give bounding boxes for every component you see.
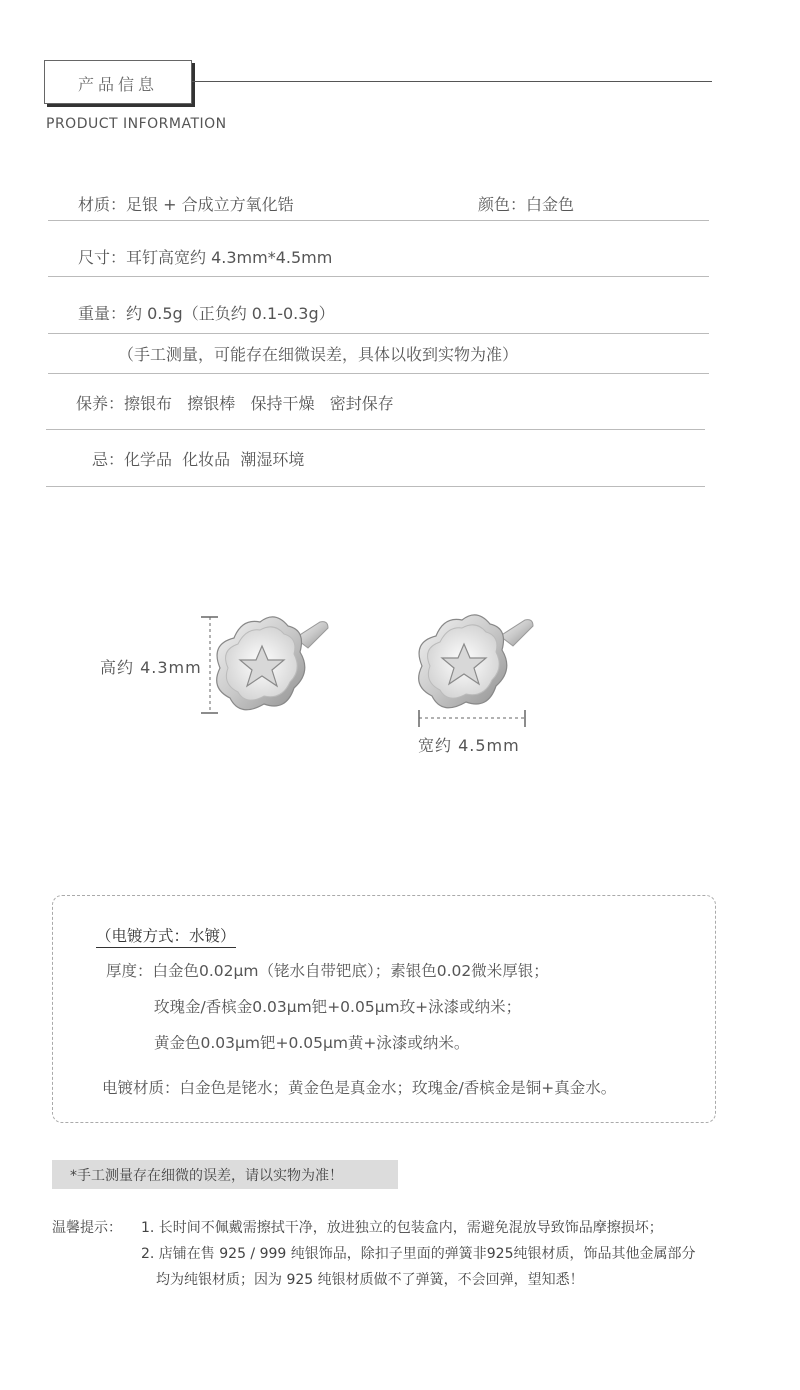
spec-material: 材质：足银 + 合成立方氧化锆 [78, 195, 294, 214]
spec-size: 尺寸：耳钉高宽约 4.3mm*4.5mm [78, 248, 333, 267]
spec-care: 保养：擦银布 擦银棒 保持干燥 密封保存 [76, 394, 394, 413]
disclaimer-text: *手工测量存在细微的误差，请以实物为准！ [70, 1168, 343, 1184]
plating-thickness-2: 玫瑰金/香槟金0.03μm钯+0.05μm玫+泳漆或纳米； [154, 998, 522, 1016]
tips-line-1: 1. 长时间不佩戴需擦拭干净，放进独立的包装盒内，需避免混放导致饰品摩擦损坏； [141, 1220, 663, 1236]
section-subtitle: PRODUCT INFORMATION [46, 116, 227, 132]
spec-color: 颜色：白金色 [478, 195, 575, 214]
tips-label: 温馨提示： [52, 1220, 122, 1236]
height-label: 高约 4.3mm [100, 658, 202, 677]
title-divider [192, 81, 712, 82]
spec-avoid: 忌：化学品 化妆品 潮湿环境 [92, 450, 305, 469]
section-title-box [44, 60, 192, 104]
plating-thickness-1: 厚度：白金色0.02μm（铑水自带钯底）；素银色0.02微米厚银； [106, 962, 549, 980]
plating-thickness-3: 黄金色0.03μm钯+0.05μm黄+泳漆或纳米。 [154, 1034, 470, 1052]
spec-divider [48, 276, 709, 277]
spec-divider [48, 373, 709, 374]
plating-heading: （电镀方式：水镀） [96, 924, 236, 948]
earring-front-image [200, 600, 340, 730]
spec-weight-note: （手工测量，可能存在细微误差，具体以收到实物为准） [118, 345, 519, 364]
spec-weight: 重量：约 0.5g（正负约 0.1-0.3g） [78, 304, 335, 323]
spec-divider [48, 333, 709, 334]
spec-divider [48, 220, 709, 221]
section-title: 产品信息 [77, 75, 158, 94]
spec-divider [46, 486, 705, 487]
spec-divider [46, 429, 705, 430]
tips-line-3: 均为纯银材质；因为 925 纯银材质做不了弹簧，不会回弹，望知悉！ [156, 1272, 584, 1288]
disclaimer-banner [52, 1160, 398, 1189]
earring-side-image [412, 600, 552, 730]
width-label: 宽约 4.5mm [418, 736, 520, 755]
plating-material: 电镀材质：白金色是铑水；黄金色是真金水；玫瑰金/香槟金是铜+真金水。 [102, 1079, 617, 1097]
tips-line-2: 2. 店铺在售 925 / 999 纯银饰品，除扣子里面的弹簧非925纯银材质，饰品其他金属部分 [141, 1246, 696, 1262]
